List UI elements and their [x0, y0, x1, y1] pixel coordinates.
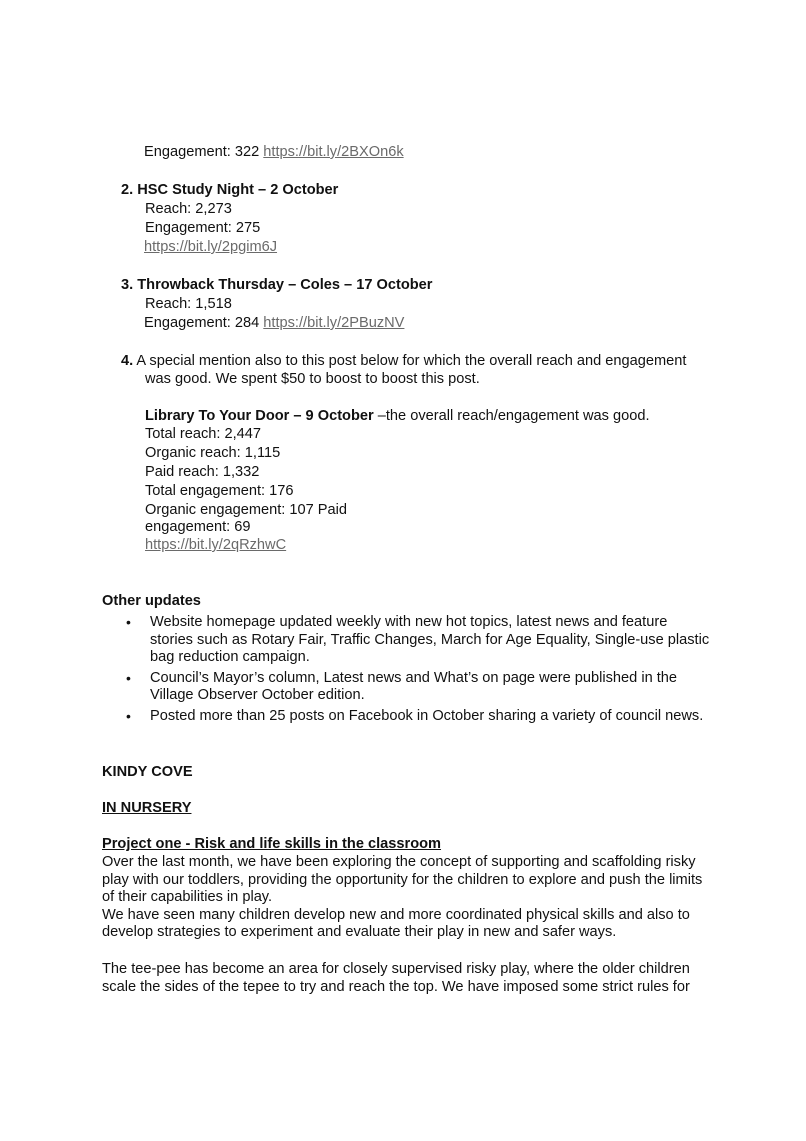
item3-title: Throwback Thursday – Coles – 17 October	[137, 277, 433, 293]
bullet-glyph: •	[126, 708, 131, 724]
item3-reach: Reach: 1,518	[145, 296, 232, 312]
bullet-glyph: •	[126, 670, 131, 686]
post-total-engagement: Total engagement: 176	[145, 483, 294, 499]
other-updates-heading: Other updates	[102, 593, 201, 609]
item1-link[interactable]: https://bit.ly/2BXOn6k	[263, 144, 404, 160]
project-one-title: Project one - Risk and life skills in the classroom	[102, 836, 442, 852]
post-paid-reach: Paid reach: 1,332	[145, 464, 260, 480]
item4-text-line1: A special mention also to this post below for which the overall reach and engagement	[136, 353, 687, 369]
post-title-suffix: –the overall reach/engagement was good.	[377, 408, 650, 424]
bullet-glyph: •	[126, 614, 131, 630]
item3-engagement: Engagement: 284	[144, 315, 260, 331]
bullet1-line1: Website homepage updated weekly with new hot topics, latest news and feature	[150, 614, 668, 630]
bullet1-line2: stories such as Rotary Fair, Traffic Changes, March for Age Equality, Single-use plastic	[150, 632, 710, 648]
para1-line2: play with our toddlers, providing the opportunity for the children to explore and push the limits	[102, 872, 703, 888]
post-title-line	[145, 407, 650, 425]
para1-line5: develop strategies to experiment and evaluate their play in new and safer ways.	[102, 924, 617, 940]
item4-line1	[121, 352, 686, 370]
item2-number: 2.	[121, 182, 134, 198]
kindy-cove-heading: KINDY COVE	[102, 764, 193, 780]
bullet3-line1: Posted more than 25 posts on Facebook in October sharing a variety of council news.	[150, 708, 704, 724]
post-organic-reach: Organic reach: 1,115	[145, 445, 281, 461]
post-organic-engagement: Organic engagement: 107 Paid	[145, 502, 348, 518]
item4-text-line2: was good. We spent $50 to boost to boost this post.	[145, 371, 480, 387]
bullet2-line1: Council’s Mayor’s column, Latest news and What’s on page were published in the	[150, 670, 678, 686]
item3-number: 3.	[121, 277, 134, 293]
para1-line4: We have seen many children develop new and more coordinated physical skills and also to	[102, 907, 690, 923]
item3-engagement-line	[144, 314, 404, 332]
item1-engagement: Engagement: 322	[144, 144, 260, 160]
item1-engagement-line	[144, 143, 404, 161]
in-nursery-heading: IN NURSERY	[102, 800, 192, 816]
item2-reach: Reach: 2,273	[145, 201, 232, 217]
item3-heading	[121, 276, 432, 294]
post-paid-engagement: engagement: 69	[145, 519, 251, 535]
bullet1-line3: bag reduction campaign.	[150, 649, 310, 665]
para1-line1: Over the last month, we have been exploring the concept of supporting and scaffolding risky	[102, 854, 696, 870]
item2-heading	[121, 181, 338, 199]
item2-engagement: Engagement: 275	[145, 220, 261, 236]
post-link[interactable]: https://bit.ly/2qRzhwC	[145, 537, 287, 553]
post-total-reach: Total reach: 2,447	[145, 426, 262, 442]
post-link-line	[145, 536, 286, 554]
item4-number: 4.	[121, 353, 134, 369]
para1-line3: of their capabilities in play.	[102, 889, 273, 905]
item2-title: HSC Study Night – 2 October	[137, 182, 339, 198]
item2-link[interactable]: https://bit.ly/2pgim6J	[144, 239, 278, 255]
bullet2-line2: Village Observer October edition.	[150, 687, 365, 703]
post-title: Library To Your Door – 9 October	[145, 408, 374, 424]
para2-line2: scale the sides of the tepee to try and reach the top. We have imposed some strict rules for	[102, 979, 690, 995]
item3-link[interactable]: https://bit.ly/2PBuzNV	[263, 315, 405, 331]
para2-line1: The tee-pee has become an area for closely supervised risky play, where the older children	[102, 961, 690, 977]
item2-link-line	[144, 238, 277, 256]
